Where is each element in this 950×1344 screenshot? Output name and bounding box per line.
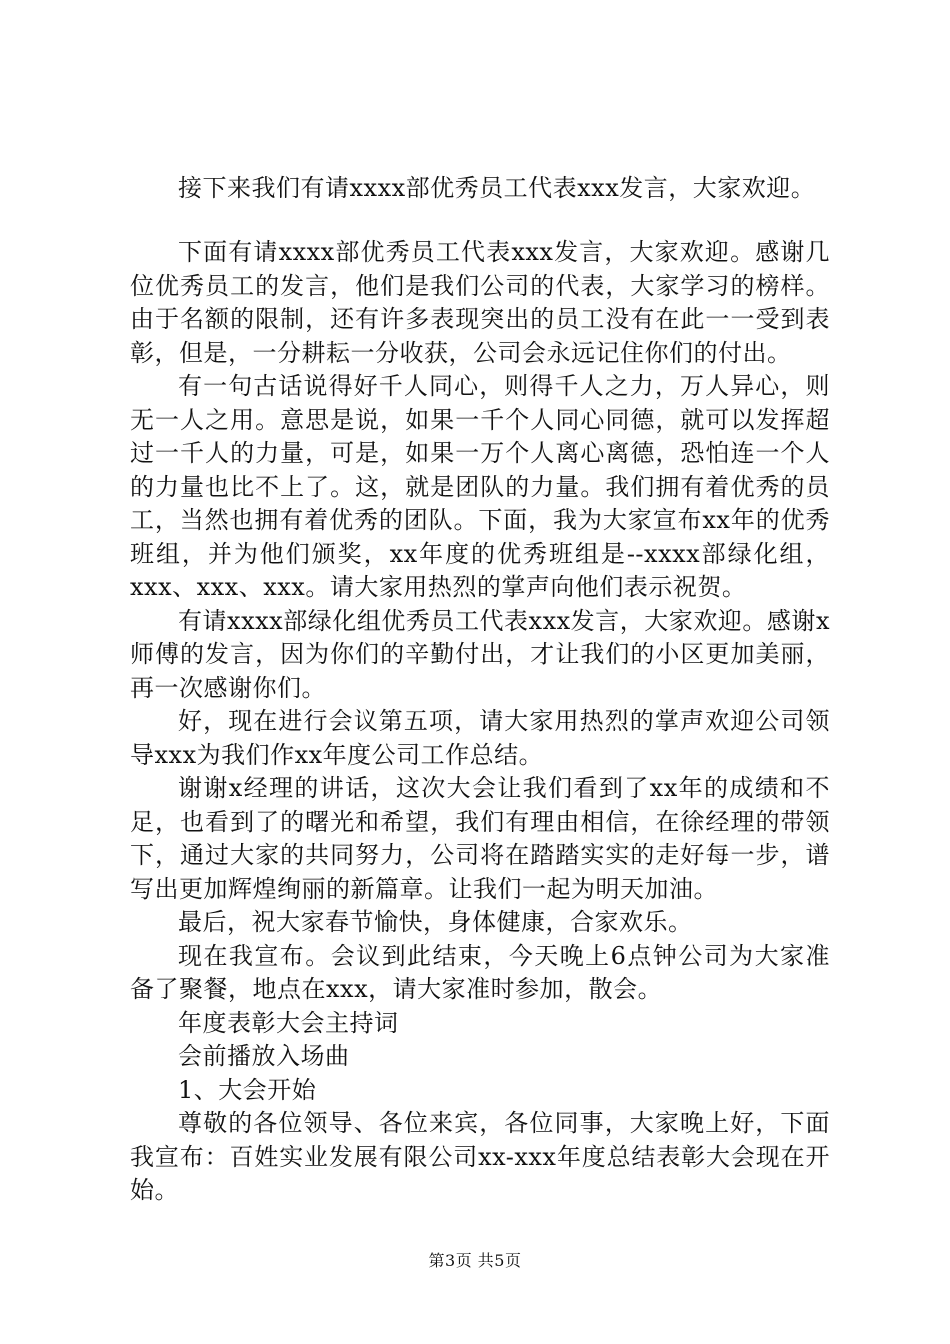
page-footer [0, 1248, 950, 1271]
paragraph: 有请xxxx部绿化组优秀员工代表xxx发言，大家欢迎。感谢x师傅的发言，因为你们的辛勤付出，才让我们的小区更加美丽，再一次感谢你们。 [130, 606, 830, 702]
section-heading: 1、大会开始 [178, 1075, 317, 1104]
paragraph: 尊敬的各位领导、各位来宾，各位同事，大家晚上好，下面我宣布：百姓实业发展有限公司xx-xxx年度总结表彰大会现在开始。 [130, 1109, 830, 1204]
document-body [130, 236, 830, 1208]
paragraph: 有一句古话说得好千人同心，则得千人之力，万人异心，则无一人之用。意思是说，如果一千个人同心同德，就可以发挥超过一千人的力量，可是，如果一万个人离心离德，恐怕连一个人的力量也比不上了。这，就是团队的力量。我们拥有着优秀的员工，当然也拥有着优秀的团队。下面，我为大家宣布xx年的优秀班组，并为他们颁奖，xx年度的优秀班组是--xxxx部绿化组，xxx、xxx、xxx。请大家用热烈的掌声向他们表示祝贺。 [130, 372, 830, 601]
paragraph: 最后，祝大家春节愉快，身体健康，合家欢乐。 [178, 908, 693, 936]
paragraph: 会前播放入场曲 [178, 1042, 350, 1070]
paragraph: 现在我宣布。会议到此结束，今天晚上6点钟公司为大家准备了聚餐，地点在xxx，请大家准时参加，散会。 [130, 941, 830, 1003]
opening-line [130, 172, 870, 206]
paragraph: 谢谢x经理的讲话，这次大会让我们看到了xx年的成绩和不足，也看到了的曙光和希望，我们有理由相信，在徐经理的带领下，通过大家的共同努力，公司将在踏踏实实的走好每一步，谱写出更加辉煌绚丽的新篇章。让我们一起为明天加油。 [130, 774, 830, 903]
paragraph-intro: 接下来我们有请xxxx部优秀员工代表xxx发言，大家欢迎。 [178, 174, 816, 202]
paragraph: 下面有请xxxx部优秀员工代表xxx发言，大家欢迎。感谢几位优秀员工的发言，他们是我们公司的代表，大家学习的榜样。由于名额的限制，还有许多表现突出的员工没有在此一一受到表彰，但是，一分耕耘一分收获，公司会永远记住你们的付出。 [130, 238, 830, 367]
section-heading: 年度表彰大会主持词 [178, 1008, 399, 1037]
page-number: 第3页 共5页 [428, 1251, 522, 1270]
paragraph: 好，现在进行会议第五项，请大家用热烈的掌声欢迎公司领导xxx为我们作xx年度公司工作总结。 [130, 707, 830, 769]
